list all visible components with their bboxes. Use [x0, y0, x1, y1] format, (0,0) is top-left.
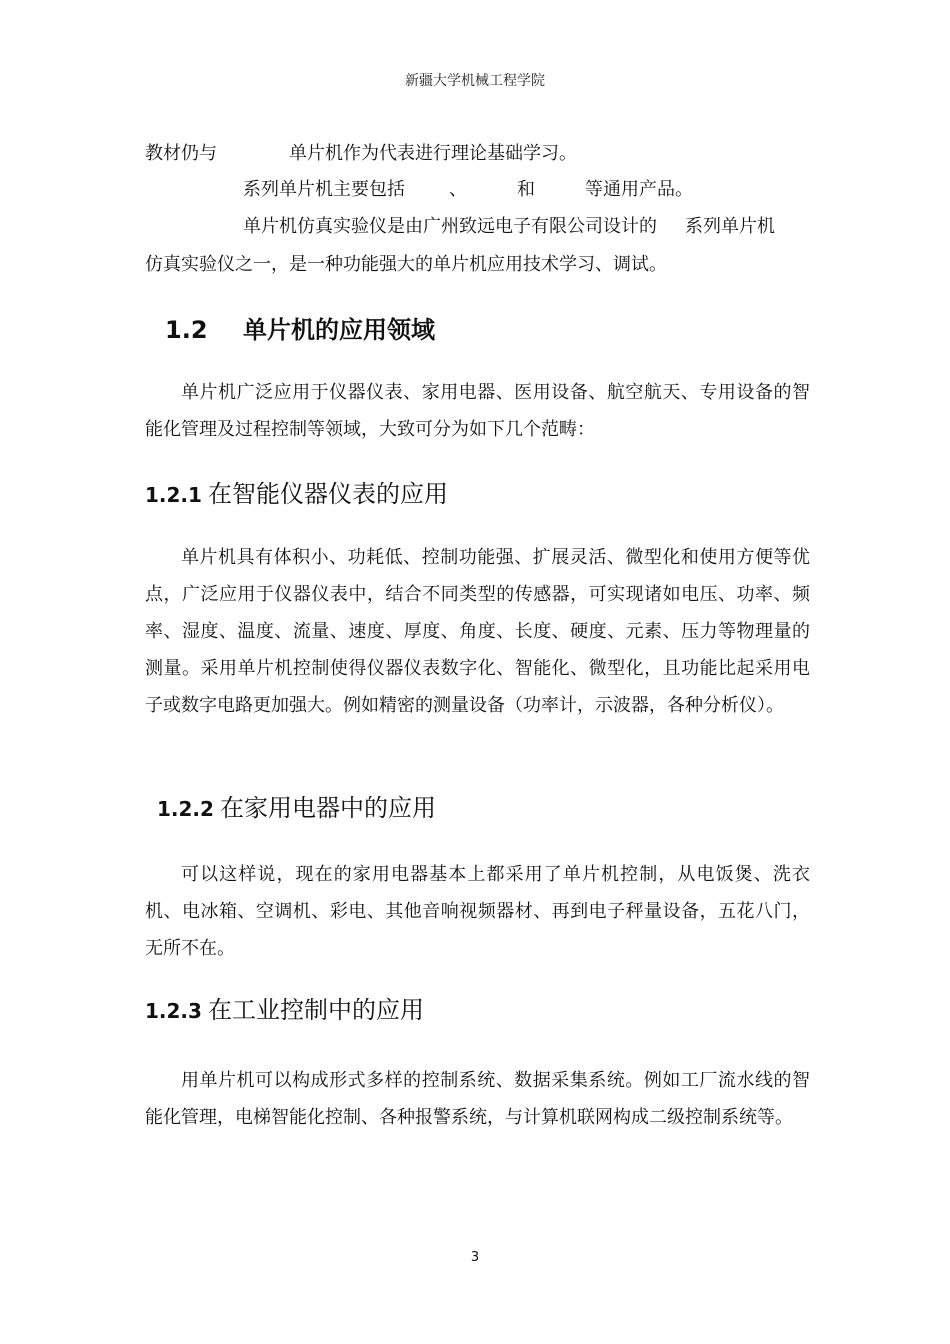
section-heading-1-2 — [165, 310, 435, 345]
section-title: 在智能仪器仪表的应用 — [207, 480, 448, 508]
section-title: 单片机的应用领域 — [243, 316, 435, 344]
page-number: 3 — [470, 1250, 480, 1265]
intro-text: 单片机仿真实验仪是由广州致远电子有限公司设计的 — [243, 216, 657, 237]
intro-text: 系列单片机主要包括 — [243, 179, 405, 200]
section-heading-1-2-3 — [145, 990, 424, 1025]
section-heading-1-2-2 — [157, 788, 436, 823]
page-header: 新疆大学机械工程学院 — [405, 73, 545, 89]
intro-text: 等通用产品。 — [585, 179, 693, 200]
section-number: 1.2.2 — [157, 797, 214, 821]
paragraph-1-2-3: 用单片机可以构成形式多样的控制系统、数据采集系统。例如工厂流水线的智能化管理，电梯智能化控制、各种报警系统，与计算机联网构成二级控制系统等。 — [145, 1070, 810, 1128]
intro-text: 、 — [449, 179, 467, 200]
paragraph-1-2-1: 单片机具有体积小、功耗低、控制功能强、扩展灵活、微型化和使用方便等优点，广泛应用于仪器仪表中，结合不同类型的传感器，可实现诸如电压、功率、频率、湿度、温度、流量、速度、厚度、角度、长度、硬度、元素、压力等物理量的测量。采用单片机控制使得仪器仪表数字化、智能化、微型化，且功能比起采用电子或数字电路更加强大。例如精密的测量设备（功率计，示波器，各种分析仪）。 — [145, 547, 810, 716]
section-heading-1-2-1 — [145, 474, 448, 509]
intro-text: 和 — [517, 179, 535, 200]
intro-text: 系列单片机 — [685, 216, 775, 237]
section-title: 在家用电器中的应用 — [219, 794, 436, 822]
intro-line-1 — [145, 142, 577, 166]
section-number: 1.2.3 — [145, 999, 202, 1023]
section-number: 1.2.1 — [145, 483, 202, 507]
paragraph-1-2-2: 可以这样说，现在的家用电器基本上都采用了单片机控制，从电饭煲、洗衣机、电冰箱、空调机、彩电、其他音响视频器材、再到电子秤量设备，五花八门，无所不在。 — [145, 864, 810, 959]
section-title: 在工业控制中的应用 — [207, 996, 424, 1024]
intro-line-3 — [243, 215, 775, 239]
intro-line-2 — [243, 178, 693, 202]
paragraph-1-2: 单片机广泛应用于仪器仪表、家用电器、医用设备、航空航天、专用设备的智能化管理及过程控制等领域，大致可分为如下几个范畴： — [145, 382, 810, 440]
section-number: 1.2 — [165, 316, 208, 344]
intro-line-4: 仿真实验仪之一，是一种功能强大的单片机应用技术学习、调试。 — [145, 254, 667, 275]
intro-text: 单片机作为代表进行理论基础学习。 — [289, 143, 577, 164]
intro-text: 教材仍与 — [145, 143, 217, 164]
